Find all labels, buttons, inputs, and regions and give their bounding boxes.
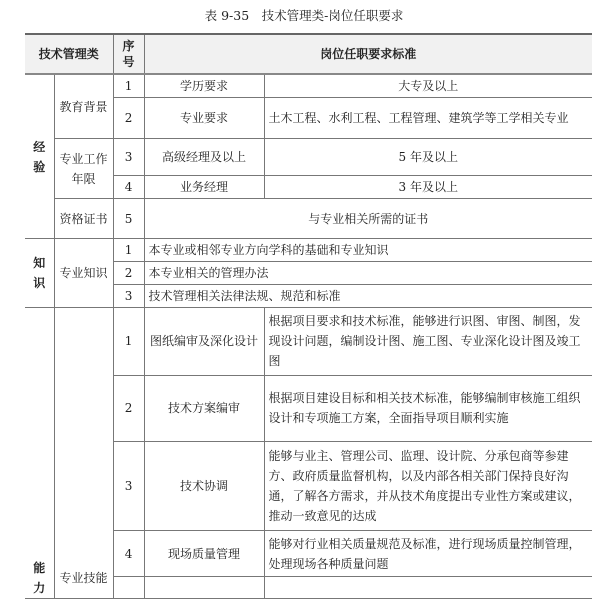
seq: 5	[113, 199, 144, 239]
category-knowledge: 知识	[25, 239, 54, 308]
value: 土木工程、水利工程、工程管理、建筑学等工学相关专业	[264, 98, 592, 139]
category-experience: 经验	[25, 74, 54, 239]
value: 大专及以上	[264, 74, 592, 98]
item: 技术方案编审	[144, 375, 264, 441]
value: 根据项目建设目标和相关技术标准，能够编制审核施工组织设计和专项施工方案，全面指导项目顺利实施	[264, 375, 592, 441]
header-row	[25, 34, 592, 74]
seq: 3	[113, 285, 144, 308]
item: 学历要求	[144, 74, 264, 98]
seq: 1	[113, 308, 144, 376]
sub-ability: 专业技能	[54, 308, 113, 599]
value: 本专业相关的管理办法	[144, 262, 592, 285]
item: 业务经理	[144, 176, 264, 199]
seq: 2	[113, 262, 144, 285]
header-seq: 序号	[113, 34, 144, 74]
value: 3 年及以上	[264, 176, 592, 199]
seq: 1	[113, 74, 144, 98]
value: 能够与业主、管理公司、监理、设计院、分承包商等参建方、政府质量监督机构，以及内部各相关部门保持良好沟通，了解各方需求，并从技术角度提出专业性方案或建议，推动一致意见的达成	[264, 441, 592, 530]
sub-cert: 资格证书	[54, 199, 113, 239]
seq: 3	[113, 441, 144, 530]
value: 根据项目要求和技术标准，能够进行识图、审图、制图，发现设计问题，编制设计图、施工图、专业深化设计图及竣工图	[264, 308, 592, 376]
item: 现场质量管理	[144, 531, 264, 577]
seq: 4	[113, 176, 144, 199]
item: 图纸编审及深化设计	[144, 308, 264, 376]
category-ability: 能力	[25, 308, 54, 599]
table-row	[25, 139, 592, 176]
table-row	[25, 199, 592, 239]
value: 能够对行业相关质量规范及标准，进行现场质量控制管理，处理现场各种质量问题	[264, 531, 592, 577]
seq: 3	[113, 139, 144, 176]
table-row	[25, 239, 592, 262]
item: 专业要求	[144, 98, 264, 139]
item: 技术协调	[144, 441, 264, 530]
item: 高级经理及以上	[144, 139, 264, 176]
table-caption: 表 9-35 技术管理类-岗位任职要求	[204, 8, 404, 23]
requirements-table	[25, 33, 592, 599]
seq: 2	[113, 375, 144, 441]
value: 技术管理相关法律法规、规范和标准	[144, 285, 592, 308]
seq: 2	[113, 98, 144, 139]
value: 5 年及以上	[264, 139, 592, 176]
sub-edu: 教育背景	[54, 74, 113, 139]
sub-knowledge: 专业知识	[54, 239, 113, 308]
seq: 1	[113, 239, 144, 262]
header-category: 技术管理类	[25, 34, 113, 74]
sub-work: 专业工作年限	[54, 139, 113, 199]
table-row	[25, 308, 592, 376]
seq: 4	[113, 531, 144, 577]
value: 本专业或相邻专业方向学科的基础和专业知识	[144, 239, 592, 262]
header-standard: 岗位任职要求标准	[144, 34, 592, 74]
table-row	[25, 74, 592, 98]
value: 与专业相关所需的证书	[144, 199, 592, 239]
